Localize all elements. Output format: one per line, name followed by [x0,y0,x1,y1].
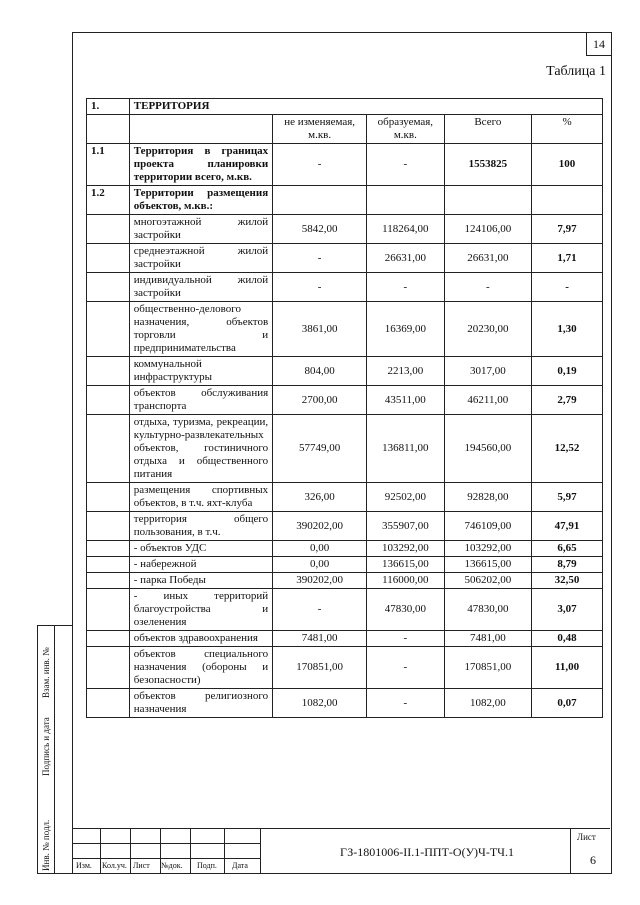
row-formed [367,186,445,215]
row-total: 47830,00 [444,589,531,631]
stamp-podp: Подп. [197,861,217,870]
row-name: объектов специального назначения (обороны и безопасности) [129,647,272,689]
sheet-number: 6 [590,853,596,867]
row-percent: 32,50 [532,573,603,589]
row-unchanged [273,186,367,215]
row-total: 506202,00 [444,573,531,589]
header-formed: образуемая, м.кв. [367,115,445,144]
row-formed: 47830,00 [367,589,445,631]
table-row [87,273,603,302]
row-percent: 8,79 [532,557,603,573]
row-percent: 12,52 [532,415,603,483]
row-percent: 6,65 [532,541,603,557]
row-name: - объектов УДС [129,541,272,557]
row-name: - иных территорий благоустройства и озеленения [129,589,272,631]
table-row [87,557,603,573]
row-name: Территория в границах проекта планировки территории всего, м.кв. [129,144,272,186]
stamp-list: Лист [133,861,150,870]
row-total: 26631,00 [444,244,531,273]
row-unchanged: 390202,00 [273,573,367,589]
table-row [87,589,603,631]
table-row [87,415,603,483]
header-percent: % [532,115,603,144]
row-percent: - [532,273,603,302]
section-row [87,99,603,115]
table-row [87,541,603,557]
table-row [87,631,603,647]
row-number [87,386,130,415]
row-unchanged: 5842,00 [273,215,367,244]
table-row [87,689,603,718]
row-formed: 136811,00 [367,415,445,483]
row-unchanged: 0,00 [273,557,367,573]
row-unchanged: - [273,244,367,273]
row-total: 3017,00 [444,357,531,386]
row-number [87,244,130,273]
row-unchanged: 57749,00 [273,415,367,483]
header-empty [129,115,272,144]
row-name: общественно-делового назначения, объектов торговли и предпринимательства [129,302,272,357]
row-formed: 103292,00 [367,541,445,557]
row-number [87,541,130,557]
row-number [87,273,130,302]
table-row [87,244,603,273]
row-name: Территории размещения объектов, м.кв.: [129,186,272,215]
row-number [87,415,130,483]
row-percent: 0,19 [532,357,603,386]
row-unchanged: 804,00 [273,357,367,386]
row-number [87,512,130,541]
row-name: - набережной [129,557,272,573]
row-formed: - [367,631,445,647]
row-unchanged: 326,00 [273,483,367,512]
header-row [87,115,603,144]
row-number [87,557,130,573]
title-block [72,828,610,873]
row-total: 46211,00 [444,386,531,415]
row-percent: 11,00 [532,647,603,689]
row-name: объектов здравоохранения [129,631,272,647]
row-total: 124106,00 [444,215,531,244]
section-title: ТЕРРИТОРИЯ [129,99,602,115]
row-percent: 7,97 [532,215,603,244]
row-percent: 3,07 [532,589,603,631]
row-number [87,689,130,718]
row-percent: 2,79 [532,386,603,415]
row-number [87,302,130,357]
row-formed: 118264,00 [367,215,445,244]
row-number [87,573,130,589]
row-name: коммунальной инфраструктуры [129,357,272,386]
row-unchanged: 3861,00 [273,302,367,357]
row-total: 746109,00 [444,512,531,541]
row-total: 1082,00 [444,689,531,718]
row-number [87,589,130,631]
table-row [87,357,603,386]
row-formed: 26631,00 [367,244,445,273]
row-total: 103292,00 [444,541,531,557]
table-row [87,647,603,689]
row-total: 194560,00 [444,415,531,483]
side-label-podp: Подпись и дата [41,717,51,776]
row-unchanged: 2700,00 [273,386,367,415]
table-row [87,512,603,541]
table-row [87,215,603,244]
row-formed: - [367,144,445,186]
row-total [444,186,531,215]
row-total: - [444,273,531,302]
row-percent: 47,91 [532,512,603,541]
row-number [87,483,130,512]
row-percent: 0,07 [532,689,603,718]
side-stamp [37,625,73,874]
row-formed: - [367,273,445,302]
table-row [87,573,603,589]
row-number: 1.1 [87,144,130,186]
table-row [87,386,603,415]
row-total: 7481,00 [444,631,531,647]
table-row [87,186,603,215]
row-unchanged: 7481,00 [273,631,367,647]
document-code: ГЗ-1801006-II.1-ППТ-О(У)Ч-ТЧ.1 [340,845,514,859]
row-unchanged: 390202,00 [273,512,367,541]
row-name: территория общего пользования, в т.ч. [129,512,272,541]
table-caption: Таблица 1 [546,64,606,79]
stamp-data: Дата [232,861,248,870]
sheet-label: Лист [577,832,596,842]
row-number [87,647,130,689]
row-name: - парка Победы [129,573,272,589]
row-number [87,631,130,647]
row-percent: 0,48 [532,631,603,647]
row-unchanged: 170851,00 [273,647,367,689]
row-total: 1553825 [444,144,531,186]
row-formed: 43511,00 [367,386,445,415]
row-percent: 100 [532,144,603,186]
header-empty [87,115,130,144]
side-label-vzam: Взам. инв. № [41,647,51,698]
row-name: индивидуальной жилой застройки [129,273,272,302]
side-label-inv: Инв. № подл. [41,819,51,871]
row-formed: 92502,00 [367,483,445,512]
row-total: 20230,00 [444,302,531,357]
row-formed: - [367,689,445,718]
territory-table [86,98,603,718]
row-formed: - [367,647,445,689]
section-number: 1. [87,99,130,115]
row-number [87,215,130,244]
row-formed: 16369,00 [367,302,445,357]
header-total: Всего [444,115,531,144]
row-unchanged: 1082,00 [273,689,367,718]
row-formed: 136615,00 [367,557,445,573]
header-unchanged: не изменяемая, м.кв. [273,115,367,144]
row-total: 136615,00 [444,557,531,573]
row-formed: 2213,00 [367,357,445,386]
row-unchanged: - [273,589,367,631]
row-total: 92828,00 [444,483,531,512]
row-name: отдыха, туризма, рекреации, культурно-развлекательных объектов, гостиничного отдыха и общественного питания [129,415,272,483]
row-number [87,357,130,386]
stamp-izm: Изм. [76,861,92,870]
row-number: 1.2 [87,186,130,215]
table-row [87,144,603,186]
row-formed: 116000,00 [367,573,445,589]
table-row [87,302,603,357]
row-formed: 355907,00 [367,512,445,541]
row-name: размещения спортивных объектов, в т.ч. яхт-клуба [129,483,272,512]
stamp-kol: Кол.уч. [102,861,127,870]
row-percent: 1,71 [532,244,603,273]
row-name: среднеэтажной жилой застройки [129,244,272,273]
row-unchanged: 0,00 [273,541,367,557]
row-unchanged: - [273,273,367,302]
row-total: 170851,00 [444,647,531,689]
stamp-ndok: №док. [161,861,183,870]
row-name: объектов обслуживания транспорта [129,386,272,415]
row-unchanged: - [273,144,367,186]
row-percent: 1,30 [532,302,603,357]
row-name: многоэтажной жилой застройки [129,215,272,244]
table-row [87,483,603,512]
row-percent: 5,97 [532,483,603,512]
row-name: объектов религиозного назначения [129,689,272,718]
page-number: 14 [586,33,611,56]
row-percent [532,186,603,215]
